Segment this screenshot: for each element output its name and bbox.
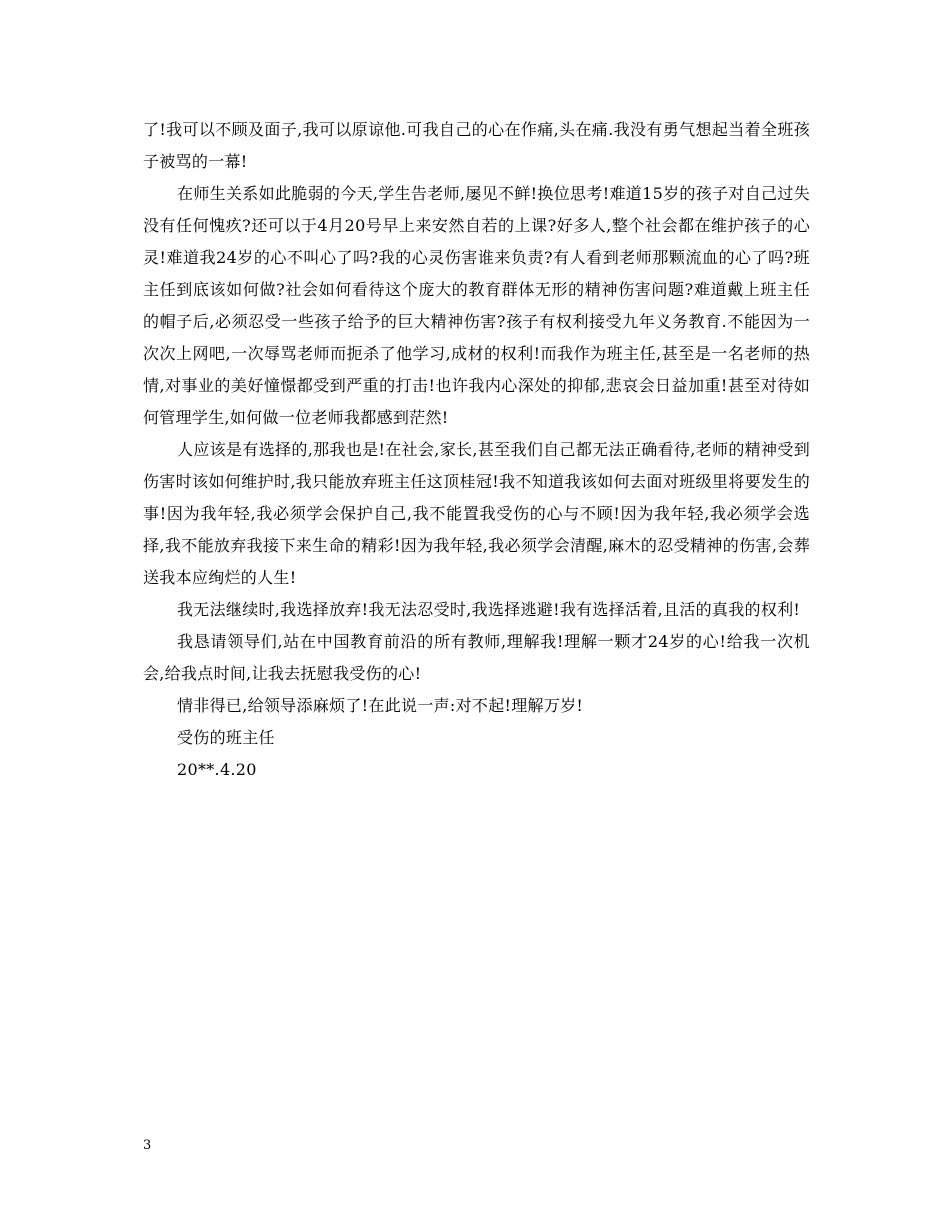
paragraph-continuation: 了!我可以不顾及面子,我可以原谅他.可我自己的心在作痛,头在痛.我没有勇气想起当着全班孩子被骂的一幕! [143,120,810,171]
date: 20**.4.20 [177,760,257,779]
paragraph-teacher-student-relationship: 在师生关系如此脆弱的今天,学生告老师,屡见不鲜!换位思考!难道15岁的孩子对自己过失没有任何愧疚?还可以于4月20号早上来安然自若的上课?好多人,整个社会都在维护孩子的心灵!难道我24岁的心不叫心了吗?我的心灵伤害谁来负责?有人看到老师那颗流血的心了吗?班主任到底该如何做?社会如何看待这个庞大的教育群体无形的精神伤害问题?难道戴上班主任的帽子后,必须忍受一些孩子给予的巨大精神伤害?孩子有权利接受九年义务教育.不能因为一次次上网吧,一次辱骂老师而扼杀了他学习,成材的权利!而我作为班主任,甚至是一名老师的热情,对事业的美好憧憬都受到严重的打击!也许我内心深处的抑郁,悲哀会日益加重!甚至对待如何管理学生,如何做一位老师我都感到茫然! [143,184,810,427]
paragraph-plea: 我恳请领导们,站在中国教育前沿的所有教师,理解我!理解一颗才24岁的心!给我一次机会,给我点时间,让我去抚慰我受伤的心! [143,632,810,683]
page-number: 3 [143,1138,152,1153]
paragraph-apology: 情非得已,给领导添麻烦了!在此说一声:对不起!理解万岁! [177,696,584,715]
document-body [143,114,810,786]
paragraph-give-up: 我无法继续时,我选择放弃!我无法忍受时,我选择逃避!我有选择活着,且活的真我的权利! [177,600,801,619]
signature: 受伤的班主任 [177,728,275,747]
paragraph-choice: 人应该是有选择的,那我也是!在社会,家长,甚至我们自己都无法正确看待,老师的精神受到伤害时该如何维护时,我只能放弃班主任这顶桂冠!我不知道我该如何去面对班级里将要发生的事!因为我年轻,我必须学会保护自己,我不能置我受伤的心与不顾!因为我年轻,我必须学会选择,我不能放弃我接下来生命的精彩!因为我年轻,我必须学会清醒,麻木的忍受精神的伤害,会葬送我本应绚烂的人生! [143,440,810,587]
